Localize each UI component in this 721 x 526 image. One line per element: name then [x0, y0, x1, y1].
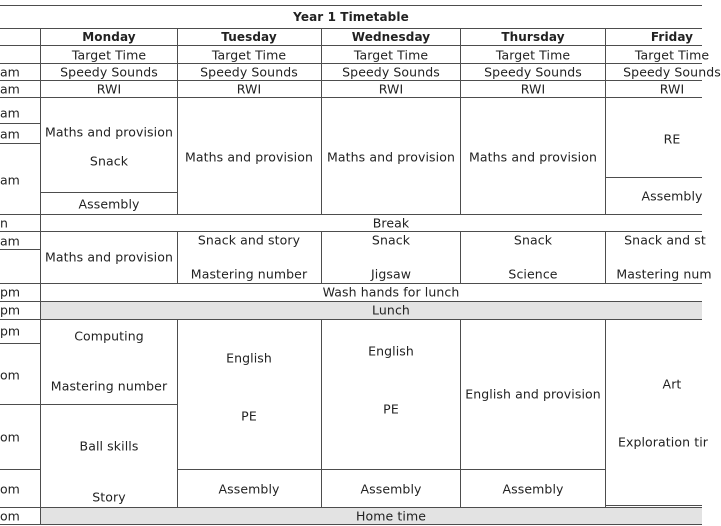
rule [0, 28, 702, 29]
rule [41, 404, 177, 405]
tuesday-english: English [226, 350, 272, 366]
time-label: om [0, 481, 20, 497]
rule [177, 28, 178, 215]
tuesday-maths: Maths and provision [184, 149, 314, 165]
speedy-sounds-tuesday: Speedy Sounds [200, 64, 298, 80]
rule [0, 319, 702, 320]
wednesday-snack: Snack [371, 232, 411, 248]
thursday-maths: Maths and provision [468, 149, 598, 165]
time-label: pm [0, 284, 21, 300]
time-label: am [0, 233, 20, 249]
speedy-sounds-wednesday: Speedy Sounds [342, 64, 440, 80]
rule [605, 319, 606, 507]
tuesday-pe: PE [241, 408, 257, 424]
time-label: n [0, 215, 8, 231]
rule [177, 231, 178, 284]
rwi-monday: RWI [96, 81, 122, 97]
time-label: om [0, 429, 20, 445]
day-header-wednesday: Wednesday [351, 30, 431, 44]
monday-snack: Snack [89, 153, 129, 169]
day-header-monday: Monday [82, 30, 136, 44]
target-time-wednesday: Target Time [353, 47, 429, 63]
time-label: om [0, 367, 20, 383]
rule [0, 45, 702, 46]
lunch-label: Lunch [372, 302, 410, 318]
monday-maths: Maths and provision [44, 124, 174, 140]
target-time-monday: Target Time [71, 47, 147, 63]
monday-computing: Computing [74, 328, 144, 344]
monday-late-maths: Maths and provision [44, 249, 174, 265]
rule [40, 28, 41, 525]
wednesday-jigsaw: Jigsaw [370, 266, 412, 282]
speedy-sounds-thursday: Speedy Sounds [484, 64, 582, 80]
monday-mastering-number: Mastering number [50, 378, 168, 394]
friday-exploration-time: Exploration tir [617, 434, 709, 450]
rule [460, 28, 461, 215]
day-header-friday: Friday [650, 30, 694, 44]
rule [0, 301, 702, 302]
rule [0, 5, 702, 6]
target-time-friday: Target Time [634, 47, 710, 63]
thursday-english-provision: English and provision [465, 386, 601, 402]
friday-art: Art [662, 376, 682, 392]
speedy-sounds-friday: Speedy Sounds [623, 64, 721, 80]
rule [0, 214, 702, 215]
tuesday-mastering-number: Mastering number [190, 266, 308, 282]
friday-re: RE [663, 131, 681, 147]
rule [605, 231, 606, 284]
time-label: am [0, 105, 20, 121]
rule [0, 143, 41, 144]
wednesday-maths: Maths and provision [326, 149, 456, 165]
time-label: am [0, 126, 20, 142]
time-label: pm [0, 302, 21, 318]
rule [605, 505, 702, 506]
rule [0, 249, 41, 250]
wash-hands-label: Wash hands for lunch [322, 284, 460, 300]
rule [0, 524, 702, 525]
monday-assembly: Assembly [78, 196, 140, 212]
rule [605, 28, 606, 215]
timetable-title: Year 1 Timetable [293, 10, 409, 24]
monday-ball-skills: Ball skills [79, 438, 139, 454]
friday-snack-story: Snack and st [624, 232, 706, 248]
home-time-label: Home time [355, 508, 427, 524]
tuesday-assembly: Assembly [218, 481, 280, 497]
time-label: am [0, 81, 20, 97]
rule [0, 469, 41, 470]
rule [460, 231, 461, 284]
break-label: Break [372, 215, 410, 231]
day-header-tuesday: Tuesday [221, 30, 277, 44]
rule [41, 192, 177, 193]
rule [177, 319, 178, 507]
rule [0, 123, 41, 124]
rule [0, 97, 702, 98]
rwi-tuesday: RWI [236, 81, 262, 97]
rule [321, 319, 322, 507]
tuesday-snack-story: Snack and story [197, 232, 301, 248]
rwi-thursday: RWI [520, 81, 546, 97]
monday-story: Story [92, 489, 126, 505]
rwi-friday: RWI [659, 81, 685, 97]
rule [0, 507, 702, 508]
time-label: am [0, 64, 20, 80]
speedy-sounds-monday: Speedy Sounds [60, 64, 158, 80]
rule [0, 404, 41, 405]
rule [321, 231, 322, 284]
target-time-thursday: Target Time [495, 47, 571, 63]
target-time-tuesday: Target Time [211, 47, 287, 63]
thursday-assembly: Assembly [502, 481, 564, 497]
wednesday-english: English [368, 343, 414, 359]
day-header-thursday: Thursday [501, 30, 565, 44]
thursday-snack: Snack [513, 232, 553, 248]
time-label: om [0, 508, 20, 524]
friday-assembly: Assembly [641, 188, 703, 204]
rule [0, 231, 702, 232]
thursday-science: Science [508, 266, 558, 282]
rule [460, 319, 461, 507]
time-label: am [0, 172, 20, 188]
rule [177, 469, 605, 470]
friday-mastering-number: Mastering num [616, 266, 712, 282]
wednesday-assembly: Assembly [360, 481, 422, 497]
rule [0, 343, 41, 344]
rule [605, 177, 702, 178]
rule [321, 28, 322, 215]
time-label: pm [0, 323, 21, 339]
wednesday-pe: PE [383, 401, 399, 417]
rwi-wednesday: RWI [378, 81, 404, 97]
